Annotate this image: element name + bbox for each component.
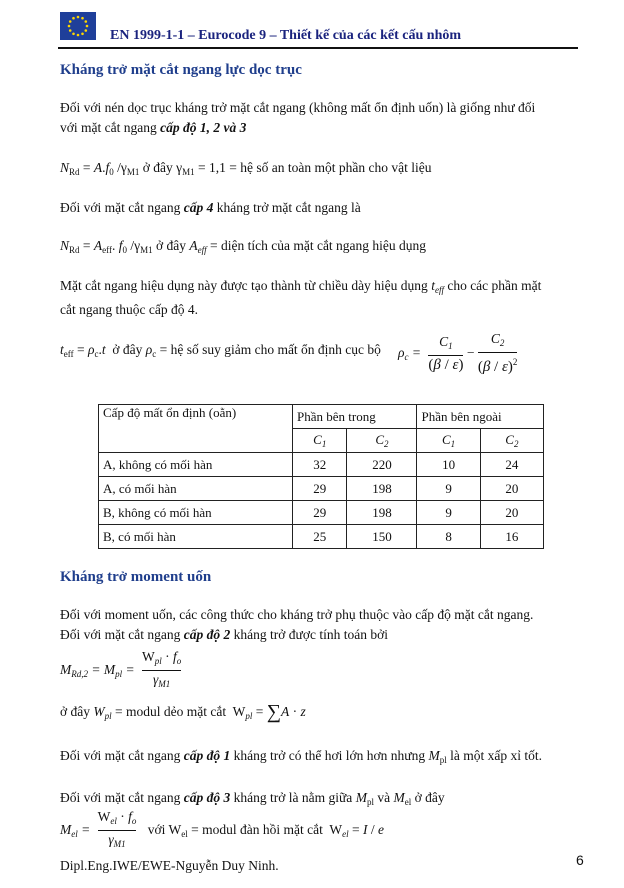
paragraph-line: Mặt cắt ngang hiệu dụng này được tạo thành từ chiều dày hiệu dụng $t_{eff}$ cho các phần mặt [60,278,542,295]
paragraph-effective [60,276,590,320]
emphasis-class: cấp độ 1 [183,748,231,763]
table-cell: 9 [417,501,480,525]
table-header-class: Cấp độ mất ổn định (oằn) [99,405,293,453]
table-cell: 29 [293,501,347,525]
table-cell: 29 [293,477,347,501]
paragraph-moment-intro [60,605,590,645]
table-cell: 24 [480,453,543,477]
table-cell: 220 [347,453,417,477]
header-title: EN 1999-1-1 – Eurocode 9 – Thiết kế của các kết cấu nhôm [110,28,462,43]
table-subheader-c2: $C_2$ [480,429,543,453]
table-header-row [99,405,544,429]
paragraph-axial-intro [60,98,590,138]
eu-flag-logo [60,12,96,40]
table-header-inner: Phần bên trong [293,405,417,429]
equation-rho: $t_{eff} = \rho_c.t$ ở đây $\rho_c$ = hệ số suy giảm cho mất ổn định cục bộ [60,342,381,359]
paragraph-line: Đối với moment uốn, các công thức cho kháng trở phụ thuộc vào cấp độ mặt cắt ngang. [60,607,534,622]
emphasis-class: cấp độ 3 [183,790,231,805]
eu-stars-icon [60,12,96,40]
table-cell: 20 [480,501,543,525]
equation-nrd-eff: $N_{Rd} = A_{eff}$. $f_0$ $/\gamma_{M1}$ ở đây $A_{eff}$ = diện tích của mặt cắt ngang hiệu dụng [60,238,427,255]
paragraph-line: với mặt cắt ngang cấp độ 1, 2 và 3 [60,120,247,135]
table-cell: 8 [417,525,480,549]
emphasis-class: cấp độ 2 [183,627,231,642]
table-cell-label: B, không có mối hàn [99,501,293,525]
table-row [99,477,544,501]
formula-rho-c: $\rho_c$ = $\frac{C_1}{(\beta / \varepsilon)}$ − $\frac{C_2}{(\beta / \varepsilon)^2}$ [398,331,518,375]
table-subheader-c1: $C_1$ [293,429,347,453]
paragraph-line: Đối với nén dọc trục kháng trở mặt cắt ngang (không mất ổn định uốn) là giống như đối [60,100,536,115]
equation-wpl: ở đây $W_{pl}$ = modul dẻo mặt cắt $W_{pl} = \sum A \cdot z$ [60,701,306,723]
table-subheader-c1: $C_1$ [417,429,480,453]
table-cell: 198 [347,477,417,501]
table-cell: 9 [417,477,480,501]
paragraph-class3: Đối với mặt cắt ngang cấp độ 3 kháng trở là nằm giữa $M_{pl}$ và $M_{el}$ ở đây [60,790,445,807]
table-cell-label: B, có mối hàn [99,525,293,549]
table-cell: 16 [480,525,543,549]
paragraph-class1: Đối với mặt cắt ngang cấp độ 1 kháng trở có thể hơi lớn hơn nhưng $M_{pl}$ là một xấp xỉ tốt. [60,748,542,765]
emphasis-class: cấp 4 [183,200,214,215]
paragraph-class4: Đối với mặt cắt ngang cấp 4 kháng trở mặt cắt ngang là [60,200,361,215]
table-cell: 32 [293,453,347,477]
table-subheader-c2: $C_2$ [347,429,417,453]
table-row [99,525,544,549]
emphasis-class: cấp độ 1, 2 và 3 [160,120,247,135]
page-number: 6 [576,852,584,868]
section-title-moment: Kháng trở moment uốn [60,569,212,585]
formula-mel: $M_{el}$ = $\frac{W_{el} \cdot f_o}{\gamma_{M1}}$ với $W_{el}$ = modul đàn hồi mặt cắt $W_{el} = I / e$ [60,808,384,853]
table-row [99,501,544,525]
table-cell: 20 [480,477,543,501]
formula-mrd2: $M_{Rd,2} = M_{pl}$ = $\frac{W_{pl} \cdot f_o}{\gamma_{M1}}$ [60,648,181,693]
table-cell: 198 [347,501,417,525]
table-cell: 150 [347,525,417,549]
equation-nrd: $N_{Rd} = A.f_0$ $/\gamma_{M1}$ ở đây $\gamma_{M1} = 1,1$ = hệ số an toàn một phần cho vật liệu [60,160,432,177]
paragraph-line: Đối với mặt cắt ngang cấp độ 2 kháng trở được tính toán bởi [60,627,388,642]
section-title-axial: Kháng trở mặt cắt ngang lực dọc trục [60,62,302,78]
table-cell-label: A, không có mối hàn [99,453,293,477]
table-cell: 25 [293,525,347,549]
buckling-class-table [98,404,544,549]
table-row [99,453,544,477]
table-cell-label: A, có mối hàn [99,477,293,501]
footer-author: Dipl.Eng.IWE/EWE-Nguyễn Duy Ninh. [60,858,279,873]
header-divider [58,47,578,49]
paragraph-line: cắt ngang thuộc cấp độ 4. [60,302,198,317]
table-header-outer: Phần bên ngoài [417,405,544,429]
table-cell: 10 [417,453,480,477]
